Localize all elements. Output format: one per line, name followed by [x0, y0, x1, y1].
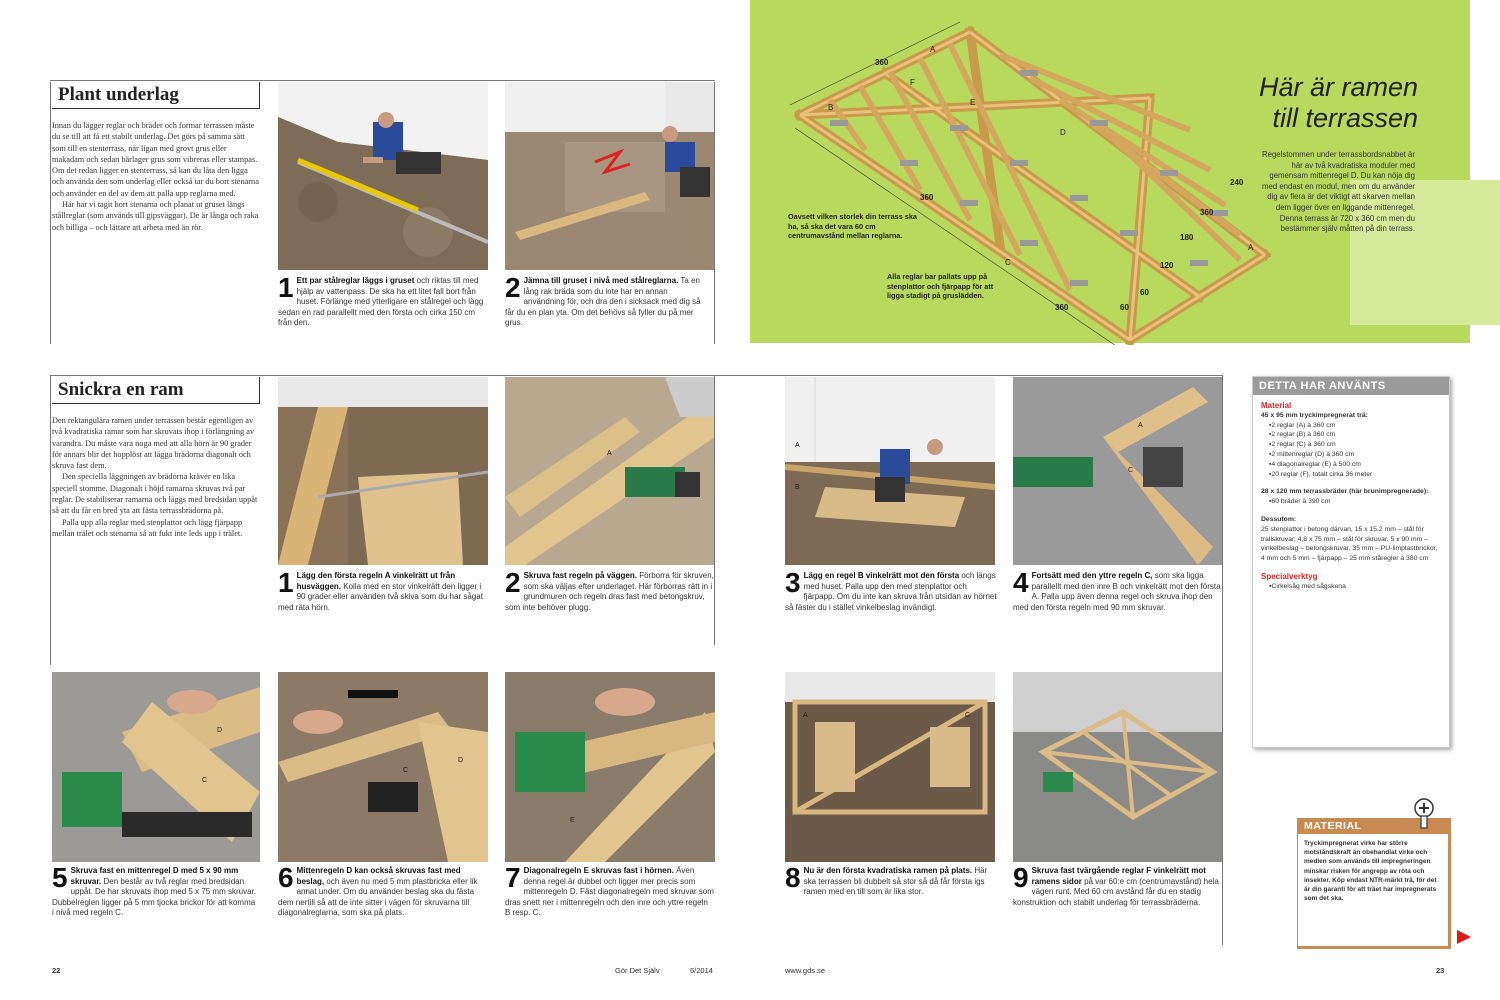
frame-diagram-panel — [750, 0, 1470, 343]
step2-5 — [52, 862, 258, 919]
step-number: 4 — [1013, 567, 1029, 598]
step-number: 2 — [505, 567, 521, 598]
dim-label: 240 — [1230, 178, 1244, 187]
frame-label: B — [828, 103, 834, 112]
svg-text:A: A — [795, 442, 800, 449]
step2-8 — [785, 862, 995, 898]
page-number-left: 22 — [52, 966, 61, 975]
section-title-plant-underlag: Plant underlag — [52, 82, 260, 109]
divider — [1222, 375, 1223, 945]
sidebar-header: DETTA HAR ANVÄNTS — [1253, 377, 1449, 395]
step-bold: Diagonalregeln E skruvas fast i hörnen. — [523, 866, 674, 875]
step2-2 — [505, 567, 717, 613]
svg-text:E: E — [570, 817, 575, 824]
svg-text:B: B — [795, 484, 800, 491]
svg-text:A: A — [607, 450, 612, 457]
section1-paragraph-2: Här har vi tagit bort stenarna och planat ut gruset längs stållreglar (som används till gipsväggar). De är långa och raka och billiga – och lättare att arbeta med än rör. — [52, 200, 259, 232]
step-text: Den består av två reglar med bredsidan uppåt. De har skruvats ihop med 5 x 75 mm skruvar. Dubbelreglen ligger på 5 mm tjocka brickor för att komma i nivå med regeln C. — [52, 876, 256, 918]
dim-label: 120 — [1160, 261, 1174, 270]
list-item: ▪ 2 reglar (C) à 360 cm — [1269, 440, 1441, 450]
step2-3 — [785, 567, 997, 613]
step-bold: Ett par stålreglar läggs i gruset — [296, 276, 415, 285]
wood-title: 45 x 95 mm tryckimpregnerat trä: — [1261, 411, 1368, 419]
photo-step9-cross-regel — [1013, 672, 1223, 862]
svg-text:C: C — [965, 712, 971, 719]
frame-title-line-2: till terrassen — [1272, 103, 1418, 133]
photo-step8-first-frame — [785, 672, 995, 862]
section1-paragraph-1: Innan du lägger reglar och bräder och formar terrassen måste du se till att få ett stabilt underlag. Det görs på samma sätt som till en stenterrass, när ligan med grovt grus eller makadam och sedan bärlager grus som vibreras eller stampas. Om det redan ligger en stenterrass, så kan du låta den ligga och använda den som underlag eller också tar du bort stenarna och använder en del av dem att palla upp reglarna med. — [52, 121, 259, 198]
step-bold: Skruva fast regeln på väggen. — [523, 571, 637, 580]
frame-label: C — [1005, 258, 1011, 267]
step-number: 3 — [785, 567, 801, 598]
photo-smooth-gravel — [505, 82, 715, 270]
frame-label: F — [910, 78, 915, 87]
material-box-header: MATERIAL — [1298, 818, 1448, 834]
dim-label: 180 — [1180, 233, 1194, 242]
svg-text:C: C — [403, 767, 409, 774]
material-box — [1297, 818, 1451, 949]
divider — [50, 80, 715, 81]
list-item: ▪ 2 reglar (A) à 360 cm — [1269, 421, 1441, 431]
boards-title: 28 x 120 mm terrassbräder (här brunimpregnerade): — [1261, 488, 1429, 496]
frame-body: Regelstommen under terrassbordsnabbet är här av två kvadratiska moduler med gemensam mittenregel D. Du kan nöja dig med endast en modul, men om du använder dig av flera är det viktigt att skarven mellan dem ligger över en liggande mittenregel. Denna terrass är 720 x 360 cm men du bestämmer själv måtten på din terrass. — [1262, 150, 1415, 234]
frame-label: A — [1248, 243, 1254, 252]
wood-list — [1261, 421, 1441, 480]
list-item: ▪ 60 bräder à 390 cm — [1269, 497, 1441, 507]
step-text: som ska ligga parallellt med den inre B och vinkelrätt mot den första A. Palla upp även denna regel och skruva ihop den med den första regeln med 90 mm skruvar. — [1013, 571, 1221, 612]
screw-icon — [1410, 798, 1438, 830]
step-bold: Skruva fast tvärgående reglar F vinkelrätt mot ramens sidor — [1031, 866, 1206, 886]
material-box-text: Tryckimpregnerat virke har större motståndskraft än obehandlat virke och medlen som används till impregneringen minskar risken för angrepp av röta och insekter. Köp endast NTR-märkt trä, för det är din garanti för att träet har impregnerats som det ska. — [1304, 840, 1437, 903]
list-item: ▪ 4 diagonalreglar (E) à 500 cm — [1269, 460, 1441, 470]
tools-title: Specialverktyg — [1261, 571, 1318, 581]
step-number: 1 — [278, 272, 294, 303]
step-text: Här ska terrassen bli dubbelt så stor så då får första igs ramen med en till som är lika stor. — [803, 866, 988, 897]
svg-text:A: A — [1138, 422, 1143, 429]
issue: 6/2014 — [690, 966, 713, 975]
materials-sidebar — [1252, 376, 1450, 748]
step-bold: Mittenregeln D kan också skruvas fast med beslag, — [296, 866, 461, 886]
photo-step5-midregel — [52, 672, 260, 862]
section-title-snickra: Snickra en ram — [52, 377, 260, 404]
svg-text:A: A — [803, 712, 808, 719]
step-bold: Nu är den första kvadratiska ramen på plats. — [803, 866, 973, 875]
divider — [50, 82, 51, 344]
step-bold: Lägg en regel B vinkelrätt mot den första — [803, 571, 960, 580]
material-title: Material — [1261, 401, 1292, 410]
misc-text: 25 stenplattor i betong därvan, 15 x 15.2 mm – stål för trallskruvar, 4,8 x 75 mm – stål för skruvar, 5 x 90 mm – vinkelbeslag – betongskruvar, 35 mm – PU-limplastbrickor, 4 mm och 5 mm – fjärpapp – 25 mm ståregler à 380 cm — [1261, 525, 1438, 563]
section2-paragraph-2: Den speciella läggningen av brädorna kräver en lika speciell stomme. Diagonalt i höjd ramarna skruvas två par reglar. De stabiliserar ramarna och läggs med bredsidan uppåt så att du får en bred yta att fästa terrassbrädorna på. — [52, 472, 258, 516]
section2-body — [52, 415, 260, 539]
step2-1 — [278, 567, 490, 613]
step2-9 — [1013, 862, 1223, 908]
section1-body — [52, 120, 260, 233]
step-number: 2 — [505, 272, 521, 303]
frame-diagram — [770, 10, 1290, 345]
divider — [50, 375, 51, 665]
photo-step2-screw — [505, 377, 715, 565]
svg-text:D: D — [217, 727, 223, 734]
step-bold: Skruva fast en mittenregel D med 5 x 90 mm skruvar. — [70, 866, 239, 886]
list-item: ▪ 20 reglar (F), totalt cirka 36 meter — [1269, 470, 1441, 480]
divider — [50, 375, 1222, 376]
step2-7 — [505, 862, 715, 919]
step-number: 8 — [785, 862, 801, 893]
step-number: 9 — [1013, 862, 1029, 893]
step-number: 1 — [278, 567, 294, 598]
photo-step4-regel-c — [1013, 377, 1223, 565]
step-number: 7 — [505, 862, 521, 893]
section2-paragraph-1: Den rektangulära ramen under terrassen består egentligen av två kvadratiska ramar som har skruvats ihop i förlängning av varandra. Du måste vara noga med att alla hörn är 90 grader för annars blir det hopplöst att lägga brädorna diagonalt och skruva fast dem. — [52, 416, 255, 471]
dim-label: 60 — [1120, 303, 1129, 312]
divider — [714, 375, 715, 645]
step-text: på var 60:e cm (centrumavstånd) hela vägen runt. Med 60 cm avstånd får du en stadig konstruktion och stabilt underlag för terrassbräderna. — [1013, 876, 1219, 907]
step2-6 — [278, 862, 488, 919]
dim-label: 360 — [920, 193, 934, 202]
step-number: 6 — [278, 862, 294, 893]
step-bold: Jämna till gruset i nivå med stålreglarna. — [523, 276, 679, 285]
dim-label: 60 — [1140, 288, 1149, 297]
step-number: 5 — [52, 862, 68, 893]
step1-2 — [505, 272, 710, 329]
frame-label: E — [970, 98, 976, 107]
boards-list — [1261, 497, 1441, 507]
step-text: Ta en lång rak bräda som du inte har en annan användning för, och dra den i sicksack med dig så får du en plan yta. Om det behövs så fyller du på mer grus. — [505, 276, 701, 328]
frame-title — [1259, 72, 1418, 134]
step-text: Även denna regel är dubbel och ligger mer precis som mittenregeln D. Fäst diagonalregeln med skruvar som dras snett ner i mittenregeln och den inre och yttre regeln B resp. C. — [505, 866, 714, 918]
photo-step1-frame — [278, 377, 488, 565]
step-bold: Lägg den första regeln A vinkelrätt ut från husväggen. — [296, 571, 456, 591]
misc-title: Dessutom: — [1261, 515, 1297, 523]
dim-label: 360 — [1055, 303, 1069, 312]
step-text: Kolla med en stor vinkelrätt den ligger i 90 grader eller använden två skiva som du har sågat med räta hörn. — [278, 581, 483, 612]
step-text: och även nu med 5 mm plastbricka eller lik annat under. Om du använder beslag ska du fästa dem nertill så att de inte sitter i vägen för skruvarna till diagonalreglarna, som ska på plats. — [278, 876, 478, 918]
dim-label: 360 — [875, 58, 889, 67]
page-number-right: 23 — [1436, 966, 1445, 975]
list-item: ▪ Cirkelsåg med sågskena — [1269, 582, 1441, 592]
step-text: och längs med huset. Palla upp den med stenplattor och fjärpapp. Om du inte kan skruva från utsidan av hörnet så fäster du i stället vinkelbeslag invändigt. — [785, 571, 997, 612]
step1-1 — [278, 272, 490, 329]
photo-step7-diagonal — [505, 672, 715, 862]
url: www.gds.se — [785, 966, 826, 975]
frame-note-1: Oavsett vilken storlek din terrass ska ha, så ska det vara 60 cm centrumavstånd mellan reglarna. — [788, 212, 917, 241]
photo-step6-beslag — [278, 672, 488, 862]
tools-list — [1261, 582, 1441, 592]
frame-title-line-1: Här är ramen — [1258, 72, 1418, 102]
section2-paragraph-3: Palla upp alla reglar med stenplattor och lägg fjärpapp mellan trälet och stenarna så att fukt inte leds upp i trälet. — [52, 517, 243, 538]
svg-text:D: D — [458, 757, 464, 764]
step-text: Förborra för skruven, som ska väljas efter underlaget. Här förborras rätt in i grundmuren och regeln dras fast med betongskruv, som inte behöver plugg. — [505, 571, 714, 612]
step-text: och riktas till med hjälp av vattenpass. De ska ha ett litet fall bort från huset. Förlänge med ytterligare en stålregel och lägg sedan en rad parallellt med den första och cirka 150 cm från den. — [278, 276, 484, 328]
divider — [714, 82, 715, 344]
step2-4 — [1013, 567, 1223, 613]
svg-text:C: C — [202, 777, 208, 784]
next-page-arrow-icon — [1455, 928, 1473, 946]
magazine-name: Gör Det Själv — [615, 966, 660, 975]
step-bold: Fortsätt med den yttre regeln C, — [1031, 571, 1153, 580]
frame-label: A — [930, 45, 936, 54]
photo-step3-regel-b — [785, 377, 995, 565]
frame-label: D — [1060, 128, 1066, 137]
dim-label: 360 — [1200, 208, 1214, 217]
list-item: ▪ 2 mittenreglar (D) à 360 cm — [1269, 450, 1441, 460]
photo-level-rails — [278, 82, 488, 270]
frame-note-2: Alla reglar bar pallats upp på stenplattor och fjärpapp för att ligga stadigt på gruslädden. — [887, 272, 994, 301]
svg-text:C: C — [1128, 467, 1134, 474]
list-item: ▪ 2 reglar (B) à 360 cm — [1269, 430, 1441, 440]
